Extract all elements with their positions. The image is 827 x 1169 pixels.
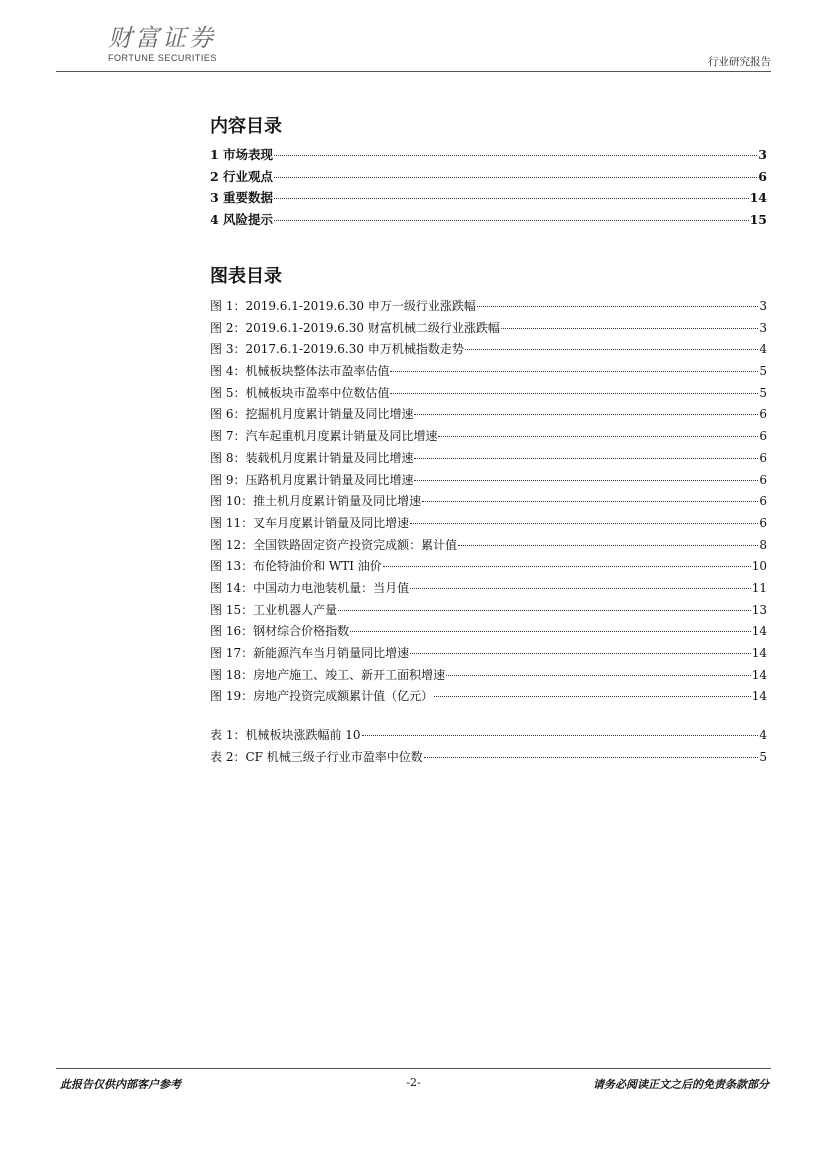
figure-entry-label: 图 3：2017.6.1-2019.6.30 申万机械指数走势	[210, 342, 464, 357]
figure-entry[interactable]	[210, 601, 767, 623]
figure-entry-label: 图 15：工业机器人产量	[210, 602, 338, 617]
figure-entry-page-number: 6	[759, 515, 767, 530]
dot-leader	[390, 393, 758, 394]
contents-entry-page-number: 3	[758, 147, 767, 162]
figure-entry-label: 图 11：叉车月度累计销量及同比增速	[210, 515, 410, 530]
dot-leader	[501, 328, 759, 329]
figure-entry-page-number: 5	[759, 364, 767, 379]
figure-entry[interactable]	[210, 362, 767, 384]
figure-entry[interactable]	[210, 514, 767, 536]
figure-entry-label: 图 5：机械板块市盈率中位数估值	[210, 385, 390, 400]
figure-entry[interactable]	[210, 340, 767, 362]
dot-leader	[422, 501, 758, 502]
figure-entry-label: 图 19：房地产投资完成额累计值（亿元）	[210, 689, 434, 704]
figure-entry-page-number: 6	[759, 472, 767, 487]
figure-entry-page-number: 6	[759, 407, 767, 422]
figure-entry[interactable]	[210, 319, 767, 341]
figure-entry-label: 图 8：装载机月度累计销量及同比增速	[210, 450, 414, 465]
contents-entry-page-number: 15	[749, 211, 767, 227]
figure-entry[interactable]	[210, 622, 767, 644]
figure-entry-label: 图 4：机械板块整体法市盈率估值	[210, 364, 390, 379]
dot-leader	[274, 220, 749, 221]
contents-entry-label: 4 风险提示	[210, 211, 274, 227]
figure-entry-page-number: 10	[751, 559, 767, 574]
figure-entry-page-number: 14	[751, 689, 767, 704]
figure-entry[interactable]	[210, 557, 767, 579]
dot-leader	[274, 155, 757, 156]
dot-leader	[414, 480, 758, 481]
figure-entry-page-number: 11	[751, 580, 767, 595]
contents-entry[interactable]	[210, 188, 767, 210]
table-entry-label: 表 1：机械板块涨跌幅前 10	[210, 728, 361, 742]
dot-leader	[410, 588, 751, 589]
contents-entry-label: 2 行业观点	[210, 168, 274, 184]
dot-leader	[477, 306, 759, 307]
logo-english-text: FORTUNE SECURITIES	[108, 53, 217, 63]
figure-entry-page-number: 14	[751, 646, 767, 660]
figure-entry[interactable]	[210, 405, 767, 427]
figure-entry-page-number: 5	[759, 385, 767, 400]
figure-entry[interactable]	[210, 536, 767, 558]
tables-list	[210, 726, 767, 769]
figures-list	[210, 297, 767, 709]
figure-entry-label: 图 17：新能源汽车当月销量同比增速	[210, 646, 410, 660]
figure-entry-label: 图 6：挖掘机月度累计销量及同比增速	[210, 407, 414, 422]
dot-leader	[410, 653, 751, 654]
dot-leader	[274, 198, 749, 199]
dot-leader	[458, 545, 758, 546]
contents-entry-page-number: 6	[758, 168, 767, 184]
figure-entry-label: 图 10：推土机月度累计销量及同比增速	[210, 494, 422, 509]
contents-heading: 内容目录	[210, 116, 282, 137]
figure-entry-label: 图 18：房地产施工、竣工、新开工面积增速	[210, 667, 446, 682]
table-entry[interactable]	[210, 748, 767, 770]
figure-entry-page-number: 6	[759, 494, 767, 509]
figure-entry-label: 图 9：压路机月度累计销量及同比增速	[210, 472, 414, 487]
figures-heading: 图表目录	[210, 266, 282, 287]
figure-entry-page-number: 8	[759, 537, 767, 552]
contents-entry[interactable]	[210, 145, 767, 167]
figure-entry-label: 图 12：全国铁路固定资产投资完成额：累计值	[210, 537, 458, 552]
figure-entry-page-number: 3	[759, 299, 767, 313]
figure-entry[interactable]	[210, 687, 767, 709]
figure-entry-page-number: 6	[759, 429, 767, 444]
dot-leader	[362, 735, 759, 736]
footer-divider	[56, 1068, 771, 1069]
table-entry[interactable]	[210, 726, 767, 748]
figure-entry[interactable]	[210, 449, 767, 471]
figure-entry[interactable]	[210, 644, 767, 666]
figure-entry[interactable]	[210, 471, 767, 493]
figure-entry-label: 图 1：2019.6.1-2019.6.30 申万一级行业涨跌幅	[210, 299, 476, 313]
figure-entry[interactable]	[210, 666, 767, 688]
figure-entry-label: 图 16：钢材综合价格指数	[210, 624, 350, 639]
dot-leader	[434, 696, 751, 697]
figure-entry[interactable]	[210, 297, 767, 319]
company-logo	[108, 24, 217, 63]
contents-entry-page-number: 14	[749, 190, 767, 205]
figure-entry-page-number: 3	[759, 320, 767, 335]
contents-entry[interactable]	[210, 167, 767, 189]
dot-leader	[465, 349, 759, 350]
dot-leader	[410, 523, 758, 524]
figure-entry[interactable]	[210, 492, 767, 514]
figure-entry-page-number: 4	[759, 342, 767, 357]
figure-entry-label: 图 7：汽车起重机月度累计销量及同比增速	[210, 429, 438, 444]
figure-entry-page-number: 14	[751, 624, 767, 639]
figure-entry[interactable]	[210, 427, 767, 449]
dot-leader	[424, 757, 759, 758]
dot-leader	[414, 458, 758, 459]
contents-entry[interactable]	[210, 210, 767, 232]
dot-leader	[414, 414, 758, 415]
page-number: -2-	[406, 1076, 421, 1089]
document-type-label: 行业研究报告	[708, 56, 771, 68]
dot-leader	[438, 436, 758, 437]
figure-entry-page-number: 14	[751, 667, 767, 682]
dot-leader	[338, 610, 751, 611]
figure-entry-label: 图 14：中国动力电池装机量：当月值	[210, 580, 410, 595]
header-divider	[56, 71, 771, 72]
footer-disclaimer-left: 此报告仅供内部客户参考	[60, 1078, 181, 1091]
figure-entry-label: 图 2：2019.6.1-2019.6.30 财富机械二级行业涨跌幅	[210, 320, 500, 335]
dot-leader	[274, 177, 757, 178]
dot-leader	[383, 566, 751, 567]
dot-leader	[446, 675, 751, 676]
contents-entry-label: 3 重要数据	[210, 190, 274, 205]
table-entry-label: 表 2：CF 机械三级子行业市盈率中位数	[210, 749, 423, 764]
contents-entry-label: 1 市场表现	[210, 147, 274, 162]
figure-entry-page-number: 6	[759, 450, 767, 465]
table-entry-page-number: 4	[759, 728, 767, 742]
dot-leader	[350, 631, 751, 632]
dot-leader	[390, 371, 758, 372]
contents-list	[210, 145, 767, 231]
figure-entry-page-number: 13	[751, 602, 767, 617]
figure-entry[interactable]	[210, 384, 767, 406]
figure-entry-label: 图 13：布伦特油价和 WTI 油价	[210, 559, 382, 574]
figure-entry[interactable]	[210, 579, 767, 601]
logo-chinese-text: 财富证券	[108, 24, 216, 52]
table-entry-page-number: 5	[759, 749, 767, 764]
footer-disclaimer-right: 请务必阅读正文之后的免责条款部分	[593, 1078, 769, 1091]
